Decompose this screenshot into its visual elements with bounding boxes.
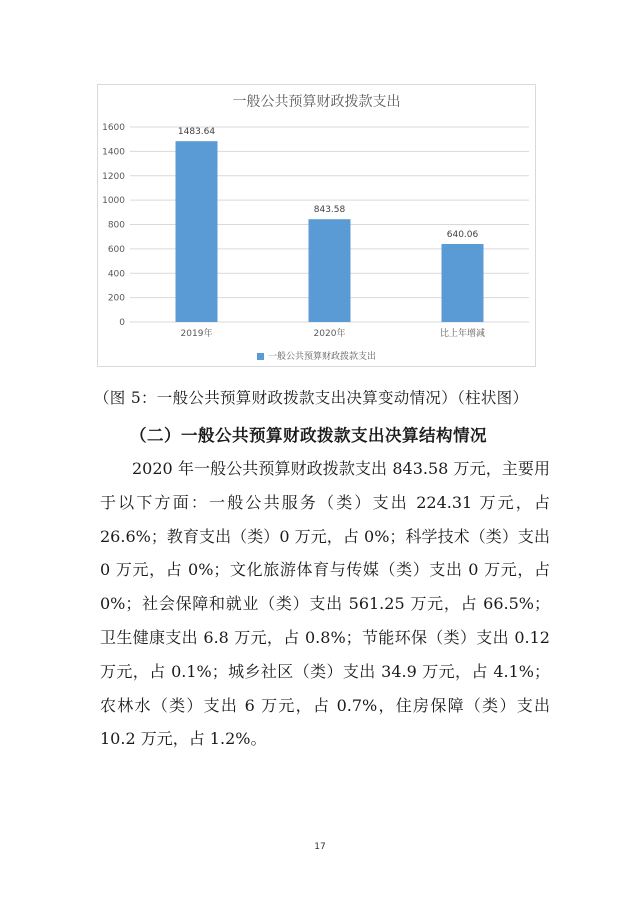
y-tick-label: 0 (119, 318, 125, 328)
y-tick-label: 1000 (102, 196, 125, 207)
chart-plot (98, 85, 537, 368)
body-paragraph (100, 452, 550, 756)
y-tick-label: 400 (107, 269, 125, 280)
y-tick-label: 600 (107, 244, 125, 255)
data-label: 843.58 (313, 205, 346, 216)
bar (176, 141, 218, 322)
x-tick-label: 比上年增减 (439, 329, 486, 339)
legend-label: 一般公共预算财政拨款支出 (267, 352, 376, 362)
x-tick-label: 2019年 (180, 329, 213, 339)
section-heading: （二）一般公共预算财政拨款支出决算结构情况 (130, 426, 487, 445)
bar (442, 244, 484, 322)
data-label: 640.06 (446, 229, 479, 240)
legend-swatch (257, 353, 264, 360)
y-tick-label: 800 (107, 220, 125, 231)
chart-legend (98, 349, 535, 362)
bar (309, 219, 351, 322)
paragraph-text: 2020 年一般公共预算财政拨款支出 843.58 万元，主要用于以下方面：一般公共服务（类）支出 224.31 万元，占 26.6%；教育支出（类）0 万元，占 0%；科学技术（类）支出 0 万元，占 0%；文化旅游体育与传媒（类）支出 0 万元，占 0%；社会保障和就业（类）支出 561.25 万元，占 66.5%；卫生健康支出 6.8 万元，占 0.8%；节能环保（类）支出 0.12 万元，占 0.1%；城乡社区（类）支出 34.9 万元，占 4.1%；农林水（类）支出 6 万元，占 0.7%，住房保障（类）支出 10.2 万元，占 1.2%。 (100, 459, 550, 749)
y-tick-label: 1200 (102, 171, 125, 182)
y-tick-label: 1600 (102, 123, 125, 133)
y-tick-label: 200 (107, 293, 125, 304)
y-tick-label: 1400 (102, 147, 125, 158)
data-label: 1483.64 (177, 127, 216, 138)
x-tick-label: 2020年 (313, 329, 346, 339)
figure-caption: （图 5：一般公共预算财政拨款支出决算变动情况）（柱状图） (94, 389, 529, 407)
chart-title: 一般公共预算财政拨款支出 (232, 94, 401, 110)
page-number: 17 (314, 842, 326, 852)
bar-chart (97, 84, 536, 367)
